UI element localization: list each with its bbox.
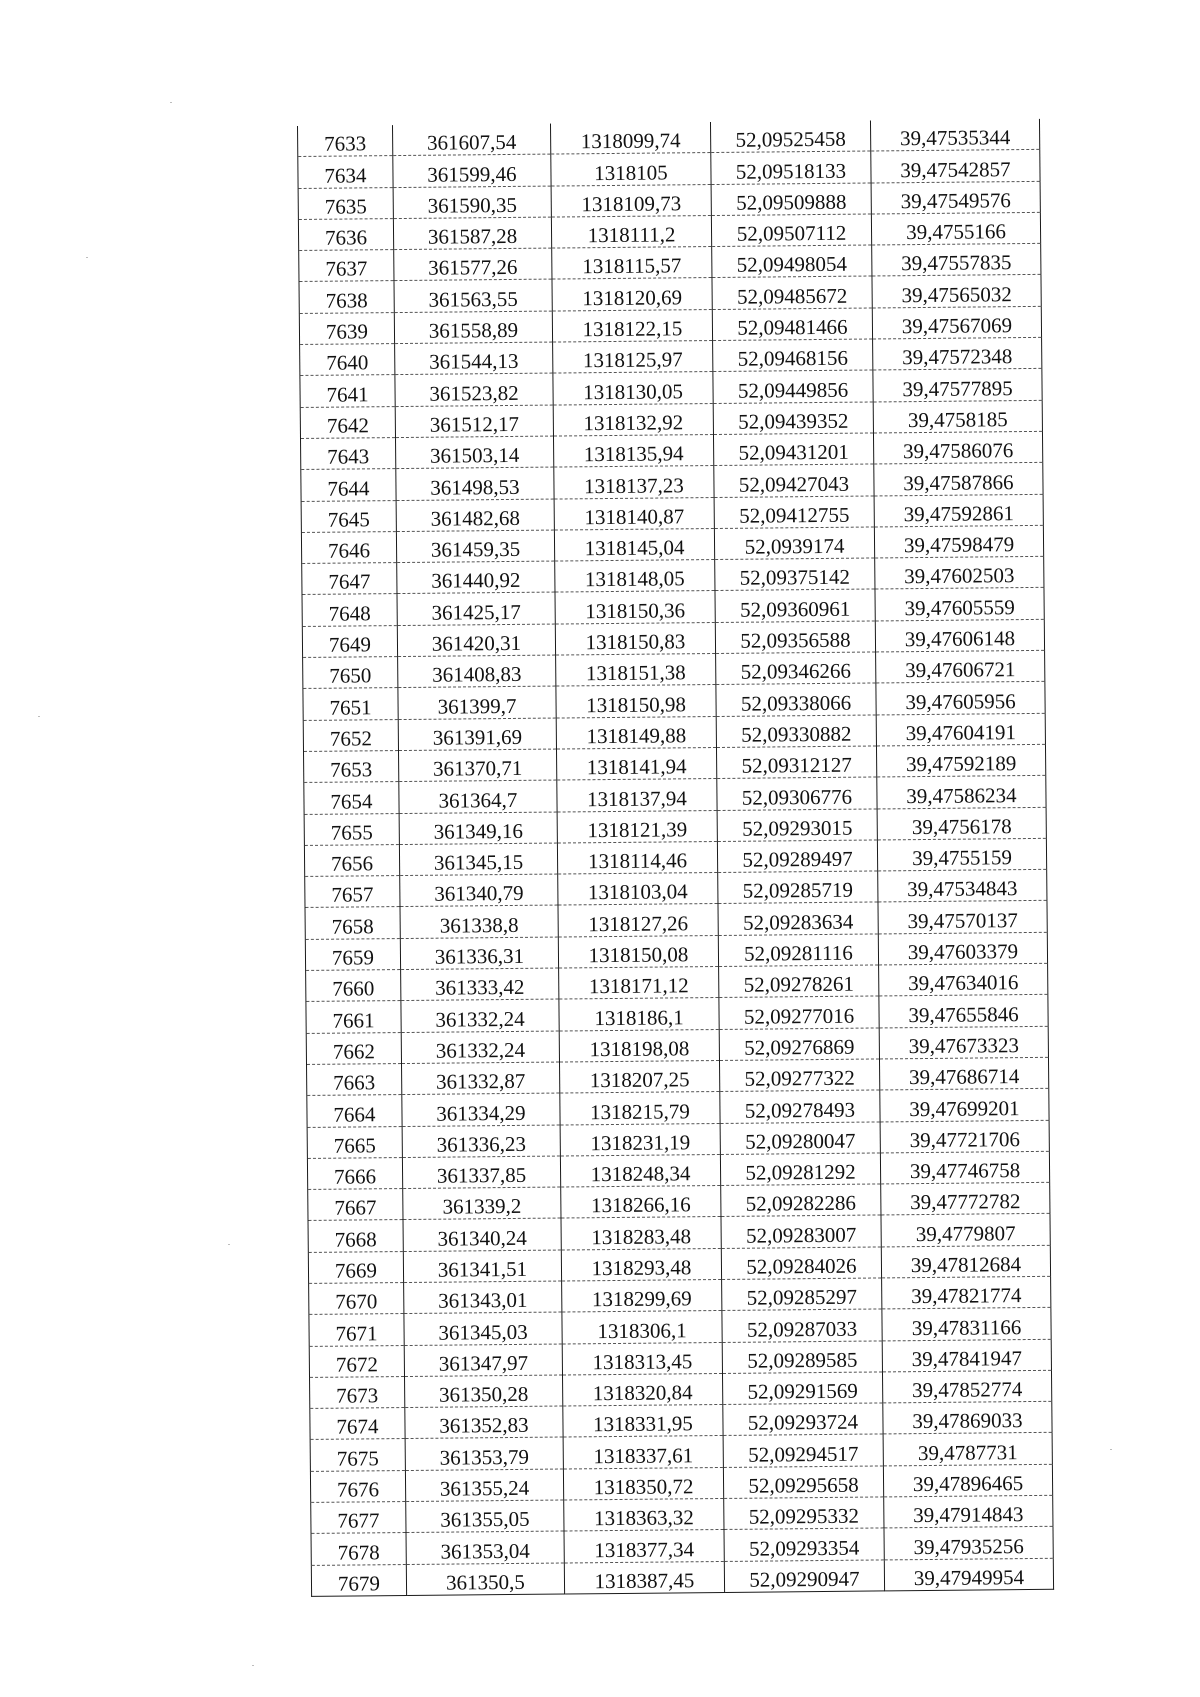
x-coordinate-cell: 361345,03 [404,1312,562,1345]
point-number-cell: 7638 [299,281,394,313]
y-coordinate-cell: 1318299,69 [562,1279,722,1312]
point-number-cell: 7676 [310,1470,405,1502]
longitude-cell: 39,47634016 [879,963,1048,996]
longitude-cell: 39,47605956 [876,682,1045,715]
point-number-cell: 7673 [310,1376,405,1408]
y-coordinate-cell: 1318363,32 [564,1499,724,1532]
latitude-cell: 52,09312127 [716,746,876,779]
y-coordinate-cell: 1318207,25 [559,1060,719,1093]
x-coordinate-cell: 361336,23 [402,1125,560,1158]
x-coordinate-cell: 361512,17 [395,405,553,438]
point-number-cell: 7659 [305,938,400,970]
x-coordinate-cell: 361523,82 [395,373,553,406]
latitude-cell: 52,09356588 [715,621,875,654]
longitude-cell: 39,47598479 [874,525,1043,558]
latitude-cell: 52,09306776 [717,777,877,810]
y-coordinate-cell: 1318331,95 [563,1405,723,1438]
point-number-cell: 7644 [301,469,396,501]
longitude-cell: 39,47534843 [878,869,1047,902]
latitude-cell: 52,09293354 [724,1528,884,1561]
point-number-cell: 7652 [303,719,398,751]
x-coordinate-cell: 361350,5 [406,1563,564,1596]
latitude-cell: 52,09507112 [711,214,871,247]
longitude-cell: 39,4755159 [877,838,1046,871]
x-coordinate-cell: 361503,14 [395,436,553,469]
longitude-cell: 39,47746758 [880,1151,1049,1184]
y-coordinate-cell: 1318105 [551,153,711,186]
y-coordinate-cell: 1318148,05 [555,560,715,593]
longitude-cell: 39,4755166 [871,212,1040,245]
y-coordinate-cell: 1318103,04 [558,873,718,906]
x-coordinate-cell: 361332,24 [401,1031,559,1064]
y-coordinate-cell: 1318320,84 [563,1373,723,1406]
latitude-cell: 52,09285719 [718,871,878,904]
coordinates-table [297,119,1054,1597]
point-number-cell: 7643 [300,438,395,470]
latitude-cell: 52,09295332 [724,1497,884,1530]
latitude-cell: 52,09431201 [713,433,873,466]
latitude-cell: 52,09293015 [717,808,877,841]
latitude-cell: 52,09330882 [716,715,876,748]
point-number-cell: 7635 [298,187,393,219]
y-coordinate-cell: 1318137,23 [554,466,714,499]
x-coordinate-cell: 361352,83 [405,1406,563,1439]
latitude-cell: 52,0939174 [714,527,874,560]
point-number-cell: 7670 [309,1283,404,1315]
longitude-cell: 39,47535344 [870,119,1039,151]
x-coordinate-cell: 361340,79 [400,874,558,907]
point-number-cell: 7677 [311,1502,406,1534]
latitude-cell: 52,09281292 [720,1153,880,1186]
y-coordinate-cell: 1318114,46 [557,841,717,874]
y-coordinate-cell: 1318198,08 [559,1029,719,1062]
point-number-cell: 7657 [305,876,400,908]
x-coordinate-cell: 361558,89 [394,311,552,344]
latitude-cell: 52,09439352 [713,402,873,435]
x-coordinate-cell: 361408,83 [398,655,556,688]
latitude-cell: 52,09485672 [712,276,872,309]
longitude-cell: 39,47592861 [874,494,1043,527]
longitude-cell: 39,47896465 [883,1464,1052,1497]
point-number-cell: 7669 [308,1251,403,1283]
y-coordinate-cell: 1318115,57 [552,247,712,280]
longitude-cell: 39,47542857 [871,150,1040,183]
scan-speck [1110,1449,1112,1450]
y-coordinate-cell: 1318135,94 [553,434,713,467]
y-coordinate-cell: 1318140,87 [554,497,714,530]
y-coordinate-cell: 1318377,34 [564,1530,724,1563]
latitude-cell: 52,09412755 [714,496,874,529]
longitude-cell: 39,47699201 [880,1089,1049,1122]
point-number-cell: 7640 [300,344,395,376]
longitude-cell: 39,47821774 [882,1276,1051,1309]
scan-speck [252,1665,254,1666]
longitude-cell: 39,4779807 [881,1214,1050,1247]
longitude-cell: 39,47586076 [873,431,1042,464]
longitude-cell: 39,47673323 [879,1026,1048,1059]
y-coordinate-cell: 1318283,48 [561,1217,721,1250]
y-coordinate-cell: 1318293,48 [561,1248,721,1281]
longitude-cell: 39,47772782 [881,1182,1050,1215]
longitude-cell: 39,47567069 [872,306,1041,339]
y-coordinate-cell: 1318248,34 [560,1154,720,1187]
x-coordinate-cell: 361482,68 [396,499,554,532]
y-coordinate-cell: 1318337,61 [563,1436,723,1469]
x-coordinate-cell: 361607,54 [392,124,550,156]
point-number-cell: 7663 [307,1063,402,1095]
point-number-cell: 7655 [304,813,399,845]
y-coordinate-cell: 1318121,39 [557,810,717,843]
longitude-cell: 39,47935256 [884,1527,1053,1560]
longitude-cell: 39,47604191 [876,713,1045,746]
latitude-cell: 52,09346266 [716,652,876,685]
longitude-cell: 39,47914843 [884,1495,1053,1528]
x-coordinate-cell: 361544,13 [395,342,553,375]
latitude-cell: 52,09449856 [713,370,873,403]
scan-speck [170,102,172,103]
point-number-cell: 7649 [302,625,397,657]
latitude-cell: 52,09338066 [716,683,876,716]
x-coordinate-cell: 361343,01 [404,1281,562,1314]
latitude-cell: 52,09277322 [719,1059,879,1092]
x-coordinate-cell: 361599,46 [393,154,551,187]
latitude-cell: 52,09498054 [712,245,872,278]
point-number-cell: 7641 [300,375,395,407]
x-coordinate-cell: 361370,71 [398,749,556,782]
latitude-cell: 52,09289497 [717,840,877,873]
x-coordinate-cell: 361336,31 [400,937,558,970]
point-number-cell: 7653 [304,750,399,782]
latitude-cell: 52,09285297 [722,1278,882,1311]
x-coordinate-cell: 361563,55 [394,280,552,313]
x-coordinate-cell: 361355,05 [406,1500,564,1533]
x-coordinate-cell: 361345,15 [399,843,557,876]
point-number-cell: 7675 [310,1439,405,1471]
y-coordinate-cell: 1318145,04 [554,528,714,561]
point-number-cell: 7660 [306,970,401,1002]
x-coordinate-cell: 361364,7 [399,780,557,813]
y-coordinate-cell: 1318137,94 [557,779,717,812]
y-coordinate-cell: 1318132,92 [553,403,713,436]
point-number-cell: 7642 [300,406,395,438]
longitude-cell: 39,4756178 [877,807,1046,840]
longitude-cell: 39,47869033 [883,1401,1052,1434]
latitude-cell: 52,09509888 [711,183,871,216]
latitude-cell: 52,09293724 [723,1403,883,1436]
longitude-cell: 39,47686714 [879,1057,1048,1090]
x-coordinate-cell: 361332,87 [402,1062,560,1095]
y-coordinate-cell: 1318150,08 [558,935,718,968]
x-coordinate-cell: 361349,16 [399,812,557,845]
point-number-cell: 7651 [303,688,398,720]
point-number-cell: 7647 [302,563,397,595]
y-coordinate-cell: 1318125,97 [553,341,713,374]
point-number-cell: 7662 [306,1032,401,1064]
latitude-cell: 52,09525458 [710,120,870,152]
longitude-cell: 39,47655846 [879,995,1048,1028]
latitude-cell: 52,09283634 [718,902,878,935]
x-coordinate-cell: 361353,79 [405,1437,563,1470]
latitude-cell: 52,09294517 [723,1434,883,1467]
longitude-cell: 39,47606721 [876,650,1045,683]
latitude-cell: 52,09278493 [720,1090,880,1123]
x-coordinate-cell: 361340,24 [403,1218,561,1251]
point-number-cell: 7678 [311,1533,406,1565]
latitude-cell: 52,09375142 [715,558,875,591]
point-number-cell: 7645 [301,500,396,532]
point-number-cell: 7654 [304,782,399,814]
longitude-cell: 39,47602503 [875,557,1044,590]
longitude-cell: 39,47570137 [878,901,1047,934]
point-number-cell: 7646 [301,531,396,563]
point-number-cell: 7661 [306,1001,401,1033]
longitude-cell: 39,47603379 [878,932,1047,965]
x-coordinate-cell: 361347,97 [404,1344,562,1377]
y-coordinate-cell: 1318171,12 [559,967,719,1000]
point-number-cell: 7667 [308,1189,403,1221]
y-coordinate-cell: 1318215,79 [560,1092,720,1125]
y-coordinate-cell: 1318122,15 [552,309,712,342]
latitude-cell: 52,09278261 [719,965,879,998]
x-coordinate-cell: 361338,8 [400,905,558,938]
y-coordinate-cell: 1318127,26 [558,904,718,937]
latitude-cell: 52,09289585 [722,1341,882,1374]
point-number-cell: 7650 [303,657,398,689]
x-coordinate-cell: 361399,7 [398,686,556,719]
latitude-cell: 52,09291569 [722,1372,882,1405]
y-coordinate-cell: 1318120,69 [552,278,712,311]
longitude-cell: 39,47812684 [881,1245,1050,1278]
latitude-cell: 52,09295658 [723,1466,883,1499]
point-number-cell: 7672 [309,1345,404,1377]
latitude-cell: 52,09277016 [719,996,879,1029]
longitude-cell: 39,47565032 [872,275,1041,308]
y-coordinate-cell: 1318111,2 [551,215,711,248]
x-coordinate-cell: 361333,42 [401,968,559,1001]
x-coordinate-cell: 361355,24 [405,1469,563,1502]
longitude-cell: 39,47577895 [873,369,1042,402]
longitude-cell: 39,47852774 [882,1370,1051,1403]
y-coordinate-cell: 1318186,1 [559,998,719,1031]
x-coordinate-cell: 361498,53 [396,467,554,500]
latitude-cell: 52,09282286 [721,1184,881,1217]
y-coordinate-cell: 1318306,1 [562,1311,722,1344]
longitude-cell: 39,47841947 [882,1339,1051,1372]
point-number-cell: 7656 [304,844,399,876]
longitude-cell: 39,47721706 [880,1120,1049,1153]
y-coordinate-cell: 1318231,19 [560,1123,720,1156]
latitude-cell: 52,09283007 [721,1215,881,1248]
point-number-cell: 7666 [307,1157,402,1189]
coordinates-table-body [297,119,1053,1597]
latitude-cell: 52,09284026 [721,1247,881,1280]
y-coordinate-cell: 1318350,72 [563,1467,723,1500]
longitude-cell: 39,47572348 [873,337,1042,370]
longitude-cell: 39,47605559 [875,588,1044,621]
x-coordinate-cell: 361339,2 [403,1187,561,1220]
longitude-cell: 39,47831166 [882,1308,1051,1341]
y-coordinate-cell: 1318130,05 [553,372,713,405]
y-coordinate-cell: 1318151,38 [556,654,716,687]
x-coordinate-cell: 361459,35 [396,530,554,563]
scan-speck [38,716,40,717]
x-coordinate-cell: 361350,28 [405,1375,563,1408]
x-coordinate-cell: 361425,17 [397,592,555,625]
y-coordinate-cell: 1318150,83 [555,622,715,655]
x-coordinate-cell: 361353,04 [406,1531,564,1564]
latitude-cell: 52,09280047 [720,1121,880,1154]
y-coordinate-cell: 1318266,16 [561,1186,721,1219]
longitude-cell: 39,47549576 [871,181,1040,214]
longitude-cell: 39,4787731 [883,1433,1052,1466]
longitude-cell: 39,47592189 [876,744,1045,777]
longitude-cell: 39,47586234 [877,776,1046,809]
longitude-cell: 39,47557835 [872,244,1041,277]
point-number-cell: 7633 [297,125,392,157]
point-number-cell: 7679 [311,1564,406,1596]
longitude-cell: 39,47949954 [884,1558,1053,1591]
y-coordinate-cell: 1318150,98 [556,685,716,718]
x-coordinate-cell: 361590,35 [393,186,551,219]
longitude-cell: 39,47606148 [875,619,1044,652]
latitude-cell: 52,09290947 [724,1560,884,1593]
x-coordinate-cell: 361577,26 [394,248,552,281]
x-coordinate-cell: 361420,31 [397,624,555,657]
latitude-cell: 52,09427043 [714,464,874,497]
point-number-cell: 7658 [305,907,400,939]
latitude-cell: 52,09281116 [718,934,878,967]
point-number-cell: 7665 [307,1126,402,1158]
x-coordinate-cell: 361391,69 [398,718,556,751]
y-coordinate-cell: 1318387,45 [564,1561,724,1594]
x-coordinate-cell: 361332,24 [401,999,559,1032]
point-number-cell: 7671 [309,1314,404,1346]
longitude-cell: 39,47587866 [874,463,1043,496]
latitude-cell: 52,09481466 [712,308,872,341]
scan-speck [228,1244,230,1245]
point-number-cell: 7674 [310,1408,405,1440]
y-coordinate-cell: 1318313,45 [562,1342,722,1375]
latitude-cell: 52,09518133 [711,151,871,184]
x-coordinate-cell: 361337,85 [402,1156,560,1189]
x-coordinate-cell: 361334,29 [402,1093,560,1126]
x-coordinate-cell: 361341,51 [403,1250,561,1283]
point-number-cell: 7637 [299,250,394,282]
y-coordinate-cell: 1318099,74 [550,122,710,154]
point-number-cell: 7639 [299,312,394,344]
y-coordinate-cell: 1318109,73 [551,184,711,217]
scan-speck [86,257,88,258]
y-coordinate-cell: 1318141,94 [556,747,716,780]
point-number-cell: 7668 [308,1220,403,1252]
point-number-cell: 7648 [302,594,397,626]
latitude-cell: 52,09360961 [715,589,875,622]
latitude-cell: 52,09287033 [722,1309,882,1342]
y-coordinate-cell: 1318149,88 [556,716,716,749]
table-row [311,1558,1053,1596]
point-number-cell: 7664 [307,1095,402,1127]
x-coordinate-cell: 361587,28 [393,217,551,250]
latitude-cell: 52,09468156 [713,339,873,372]
point-number-cell: 7636 [298,218,393,250]
x-coordinate-cell: 361440,92 [397,561,555,594]
longitude-cell: 39,4758185 [873,400,1042,433]
latitude-cell: 52,09276869 [719,1028,879,1061]
y-coordinate-cell: 1318150,36 [555,591,715,624]
point-number-cell: 7634 [298,156,393,188]
